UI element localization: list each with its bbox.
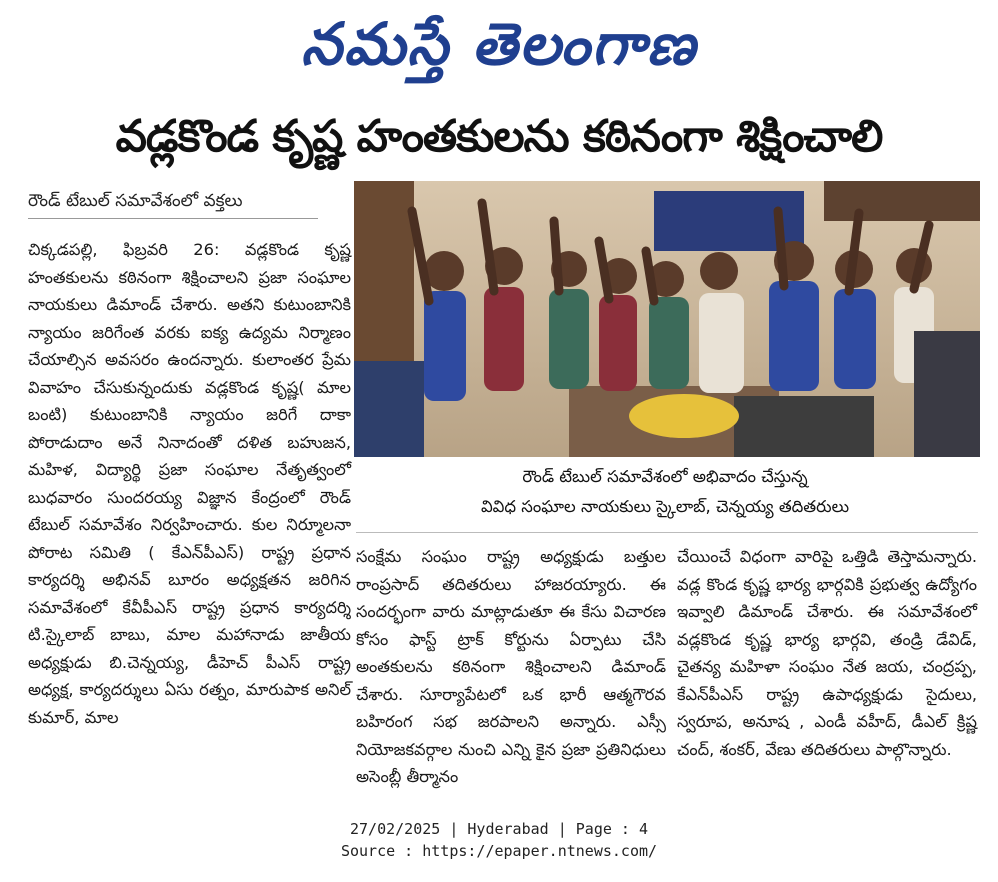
photo-illustration [354, 181, 980, 457]
article-column-3 [677, 543, 977, 763]
article-headline: వడ్లకొండ కృష్ణ హంతకులను కఠినంగా శిక్షించాలి [115, 111, 883, 162]
masthead-logo: నమస్తే తెలంగాణ [301, 10, 697, 78]
column-2-text: సంక్షేమ సంఘం రాష్ట్ర అధ్యక్షుడు బత్తుల రాంప్రసాద్ తదితరులు హాజరయ్యారు. ఈ సందర్భంగా వారు మాట్లాడుతూ ఈ కేసు విచారణ కోసం ఫాస్ట్ ట్రాక్ కోర్టును ఏర్పాటు చేసి అంతకులను కఠినంగా శిక్షించాలని డిమాండ్ చేశారు. సూర్యాపేటలో ఒక భారీ ఆత్మగౌరవ బహిరంగ సభ జరపాలని అన్నారు. ఎస్సీ నియోజకవర్గాల నుంచి ఎన్ని కైన ప్రజా ప్రతినిధులు అసెంబ్లీ తీర్మానం [356, 547, 666, 786]
caption-divider [356, 532, 978, 533]
article-photo [354, 181, 980, 457]
article-kicker: రౌండ్ టేబుల్ సమావేశంలో వక్తలు [28, 191, 243, 211]
kicker-divider [28, 218, 318, 219]
footer-source-line: Source : https://epaper.ntnews.com/ [340, 842, 658, 860]
column-1-text: చిక్కడపల్లి, ఫిబ్రవరి 26: వడ్లకొండ కృష్ణ హంతకులను కఠినంగా శిక్షించాలని ప్రజా సంఘాల నాయకులు డిమాండ్ చేశారు. అతని కుటుంబానికి న్యాయం జరిగేంత వరకు ఐక్య ఉద్యమ నిర్మాణం చేయాల్సిన అవసరం ఉందన్నారు. కులాంతర ప్రేమ వివాహం చేసుకున్నందుకు వడ్లకొండ కృష్ణ( మాల బంటి) కుటుంబానికి న్యాయం జరిగే దాకా పోరాడుదాం అనే నినాదంతో దళిత బహుజన, మహిళ, విద్యార్థి ప్రజా సంఘాల నేతృత్వంలో బుధవారం సుందరయ్య విజ్ఞాన కేంద్రంలో రౌండ్ టేబుల్ సమావేశం నిర్వహించారు. కుల నిర్మూలనా పోరాట సమితి ( కేఎన్‌పీఎస్) రాష్ట్ర ప్రధాన కార్యదర్శి అభినవ్ బూరం అధ్యక్షతన జరిగిన సమావేశంలో కేవీపీఎస్ రాష్ట్ర ప్రధాన కార్యదర్శి టి.స్కైలాబ్ బాబు, మాల మహానాడు జాతీయ అధ్యక్షుడు బి.చెన్నయ్య, డీహెచ్ పీఎస్ రాష్ట్ర అధ్యక్ష, కార్యదర్శులు ఏసు రత్నం, మారుపాక అనిల్ కుమార్, మాల [28, 240, 351, 727]
photo-caption [356, 462, 974, 530]
page-footer [0, 818, 998, 862]
footer-date-line: 27/02/2025 | Hyderabad | Page : 4 [349, 820, 648, 838]
column-3-text: చేయించే విధంగా వారిపై ఒత్తిడి తెస్తామన్నారు. వడ్ల కొండ కృష్ణ భార్య భార్గవికి ప్రభుత్వ ఉద్యోగం ఇవ్వాలి డిమాండ్ చేశారు. ఈ సమావేశంలో వడ్లకొండ కృష్ణ భార్య భార్గవి, తండ్రి డేవిడ్, చైతన్య మహిళా సంఘం నేత జయ, చంద్రప్ప, కేఎన్‌పీఎస్ రాష్ట్ర ఉపాధ్యక్షుడు సైదులు, స్వరూప, అనూష , ఎండీ వహీద్, డీఎల్ క్రిష్ణ చంద్, శంకర్, వేణు తదితరులు పాల్గొన్నారు. [677, 547, 977, 759]
article-column-2 [356, 543, 666, 791]
photo-caption-line-1: రౌండ్ టేబుల్ సమావేశంలో అభివాదం చేస్తున్న [522, 467, 808, 486]
article-column-1 [28, 236, 351, 731]
photo-caption-line-2: వివిధ సంఘాల నాయకులు స్కైలాబ్, చెన్నయ్య తదితరులు [480, 497, 850, 516]
